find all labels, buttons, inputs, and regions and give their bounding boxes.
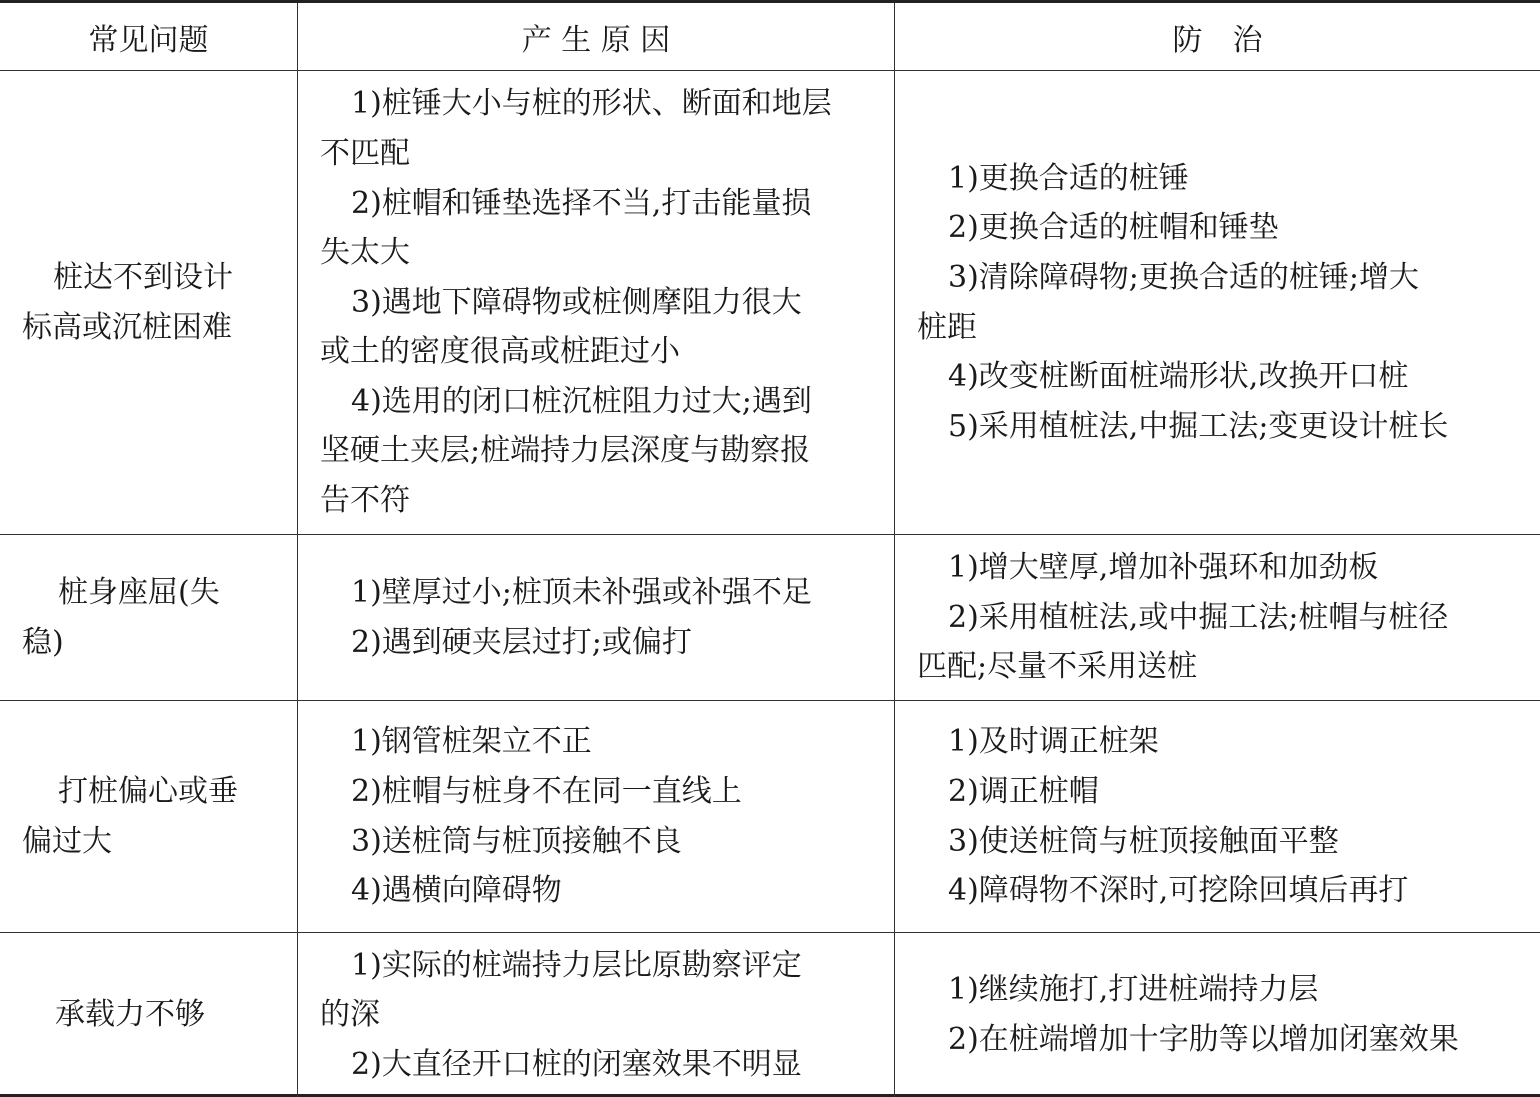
table-row	[0, 932, 1540, 1097]
cause-cell: 1)实际的桩端持力层比原勘察评定 的深 2)大直径开口桩的闭塞效果不明显	[297, 933, 894, 1097]
cause-cell: 1)钢管桩架立不正 2)桩帽与桩身不在同一直线上 3)送桩筒与桩顶接触不良 4)遇横向障碍物	[297, 701, 894, 932]
remedy-cell: 1)增大壁厚,增加补强环和加劲板 2)采用植桩法,或中掘工法;桩帽与桩径 匹配;尽量不采用送桩	[894, 535, 1540, 700]
cause-cell: 1)桩锤大小与桩的形状、断面和地层 不匹配 2)桩帽和锤垫选择不当,打击能量损 失太大 3)遇地下障碍物或桩侧摩阻力很大 或土的密度很高或桩距过小 4)选用的闭口桩沉桩阻力过大;遇到 坚硬土夹层;桩端持力层深度与勘察报 告不符	[297, 71, 894, 534]
cause-cell: 1)壁厚过小;桩顶未补强或补强不足 2)遇到硬夹层过打;或偏打	[297, 535, 894, 700]
header-remedies: 防 治	[894, 3, 1540, 70]
table-row	[0, 70, 1540, 534]
remedy-cell: 1)更换合适的桩锤 2)更换合适的桩帽和锤垫 3)清除障碍物;更换合适的桩锤;增大 桩距 4)改变桩断面桩端形状,改换开口桩 5)采用植桩法,中掘工法;变更设计桩长	[894, 71, 1540, 534]
problem-cell: 桩达不到设计 标高或沉桩困难	[22, 259, 233, 345]
problem-cell: 承载力不够	[55, 997, 205, 1033]
remedy-cell: 1)及时调正桩架 2)调正桩帽 3)使送桩筒与桩顶接触面平整 4)障碍物不深时,可挖除回填后再打	[894, 701, 1540, 932]
problem-cell: 桩身座屈(失 稳)	[22, 574, 220, 660]
table-row	[0, 534, 1540, 700]
remedy-cell: 1)继续施打,打进桩端持力层 2)在桩端增加十字肋等以增加闭塞效果	[894, 933, 1540, 1097]
table-row	[0, 700, 1540, 932]
table-header-row	[0, 3, 1540, 70]
header-causes: 产 生 原 因	[297, 3, 894, 70]
problem-cell: 打桩偏心或垂 偏过大	[22, 773, 238, 859]
header-common-problems: 常见问题	[88, 22, 209, 58]
